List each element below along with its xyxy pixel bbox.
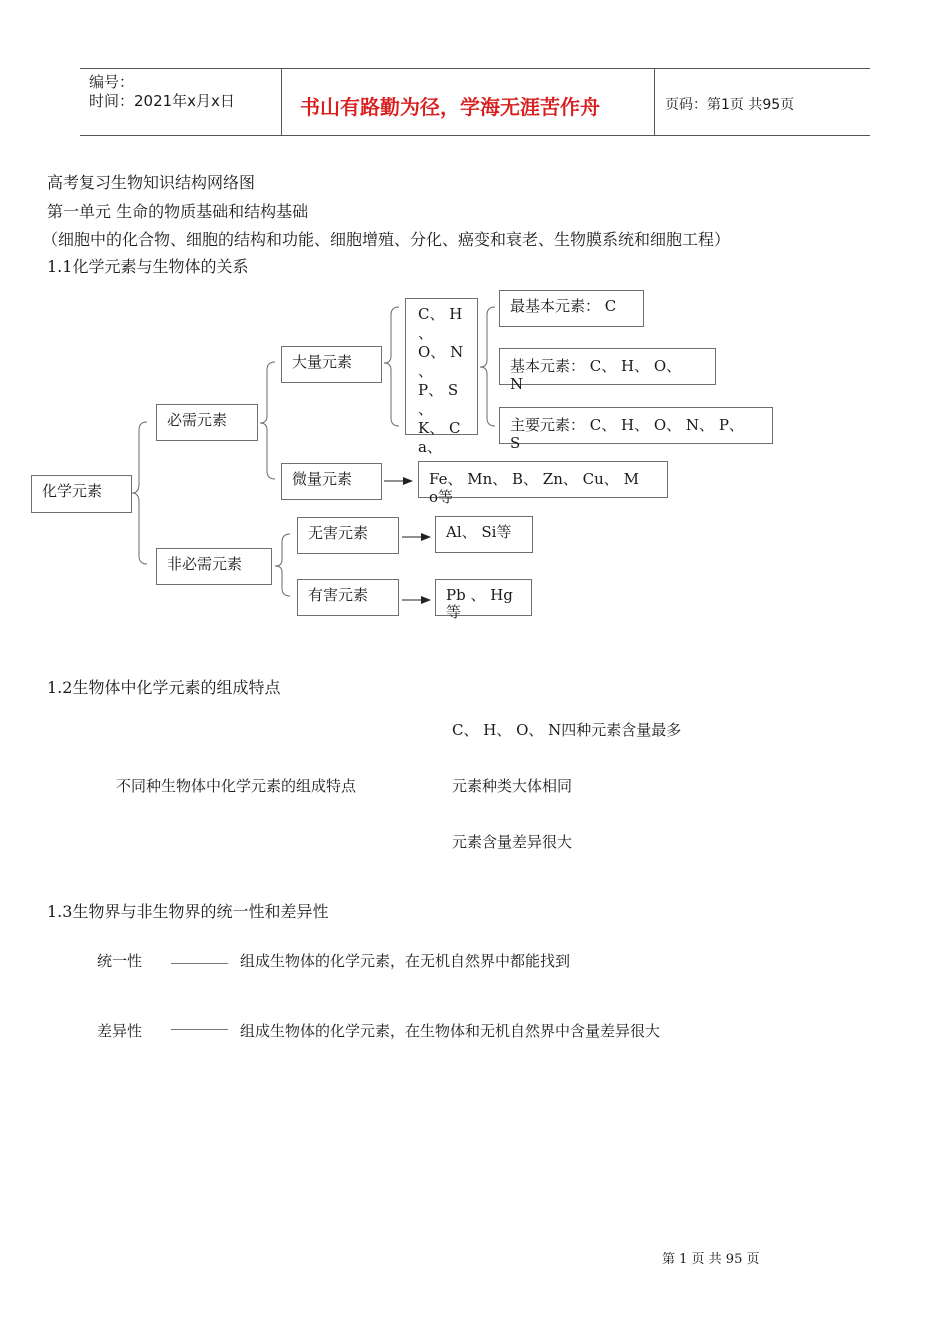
unit-scope: （细胞中的化合物、细胞的结构和功能、细胞增殖、分化、癌变和衰老、生物膜系统和细胞工程） [42, 230, 731, 249]
basic-elements-box [499, 348, 716, 393]
feature-point: 元素种类大体相同 [452, 777, 573, 795]
macro-list-line: C、 H [418, 305, 463, 323]
basic-line: 基本元素： C、 H、 O、 [510, 357, 682, 375]
page-label: 页码：第1页 共95页 [665, 97, 795, 113]
feature-point: C、 H、 O、 N四种元素含量最多 [452, 721, 682, 739]
doc-title: 高考复习生物知识结构网络图 [47, 173, 256, 192]
basic-line: N [510, 375, 524, 393]
section-1-3-heading: 1.3生物界与非生物界的统一性和差异性 [47, 902, 329, 921]
macro-element-list [405, 298, 478, 456]
macro-list-line: 、 [418, 362, 434, 380]
harmless-examples-box [435, 516, 533, 553]
macro-list-line: K、 C [418, 419, 461, 437]
harmless-label: 无害元素 [308, 524, 369, 542]
macro-label: 大量元素 [292, 353, 353, 371]
harmful-elements-box [297, 579, 399, 616]
harmful-line: Pb 、 Hg [446, 586, 513, 604]
unity-connector [171, 963, 228, 964]
harmless-examples: Al、 Si等 [446, 523, 512, 541]
micro-line: Fe、 Mn、 B、 Zn、 Cu、 M [429, 470, 639, 488]
root-chemical-elements-box [31, 475, 132, 513]
most-basic-label: 最基本元素： C [510, 297, 617, 315]
micro-elements-box [281, 463, 382, 500]
composition-feature-label: 不同种生物体中化学元素的组成特点 [116, 777, 357, 795]
macro-list-line: P、 S [418, 381, 459, 399]
macro-list-line: 、 [418, 324, 434, 342]
micro-label: 微量元素 [292, 470, 353, 488]
macro-list-line: O、 N [418, 343, 464, 361]
main-line: 主要元素： C、 H、 O、 N、 P、 [510, 416, 744, 434]
root-label: 化学元素 [42, 482, 103, 500]
micro-line: o等 [429, 488, 454, 506]
macro-elements-box [281, 346, 382, 383]
essential-elements-box [156, 404, 258, 441]
harmful-label: 有害元素 [308, 586, 369, 604]
unit-title: 第一单元 生命的物质基础和结构基础 [47, 202, 309, 221]
unity-label: 统一性 [97, 952, 143, 970]
difference-text: 组成生物体的化学元素，在生物体和无机自然界中含量差异很大 [240, 1022, 661, 1040]
number-label: 编号： [89, 73, 135, 91]
nonessential-label: 非必需元素 [167, 555, 243, 573]
harmful-examples-box [435, 579, 532, 621]
section-1-2-heading: 1.2生物体中化学元素的组成特点 [47, 678, 281, 697]
time-label: 时间：2021年x月x日 [89, 92, 235, 110]
micro-examples-box [418, 461, 668, 506]
macro-list-line: 、 [418, 400, 434, 418]
difference-label: 差异性 [97, 1022, 143, 1040]
essential-label: 必需元素 [167, 411, 228, 429]
difference-connector [171, 1029, 228, 1030]
motto: 书山有路勤为径，学海无涯苦作舟 [300, 95, 600, 119]
macro-list-line: a、 [418, 438, 442, 456]
page-footer: 第 1 页 共 95 页 [662, 1252, 760, 1267]
main-elements-box [499, 407, 773, 452]
main-line: S [510, 434, 521, 452]
unity-text: 组成生物体的化学元素，在无机自然界中都能找到 [240, 952, 571, 970]
harmless-elements-box [297, 517, 399, 554]
harmful-line: 等 [446, 603, 462, 621]
nonessential-elements-box [156, 548, 272, 585]
section-1-1-heading: 1.1化学元素与生物体的关系 [47, 257, 249, 276]
most-basic-element-box [499, 290, 644, 327]
feature-point: 元素含量差异很大 [452, 833, 573, 851]
